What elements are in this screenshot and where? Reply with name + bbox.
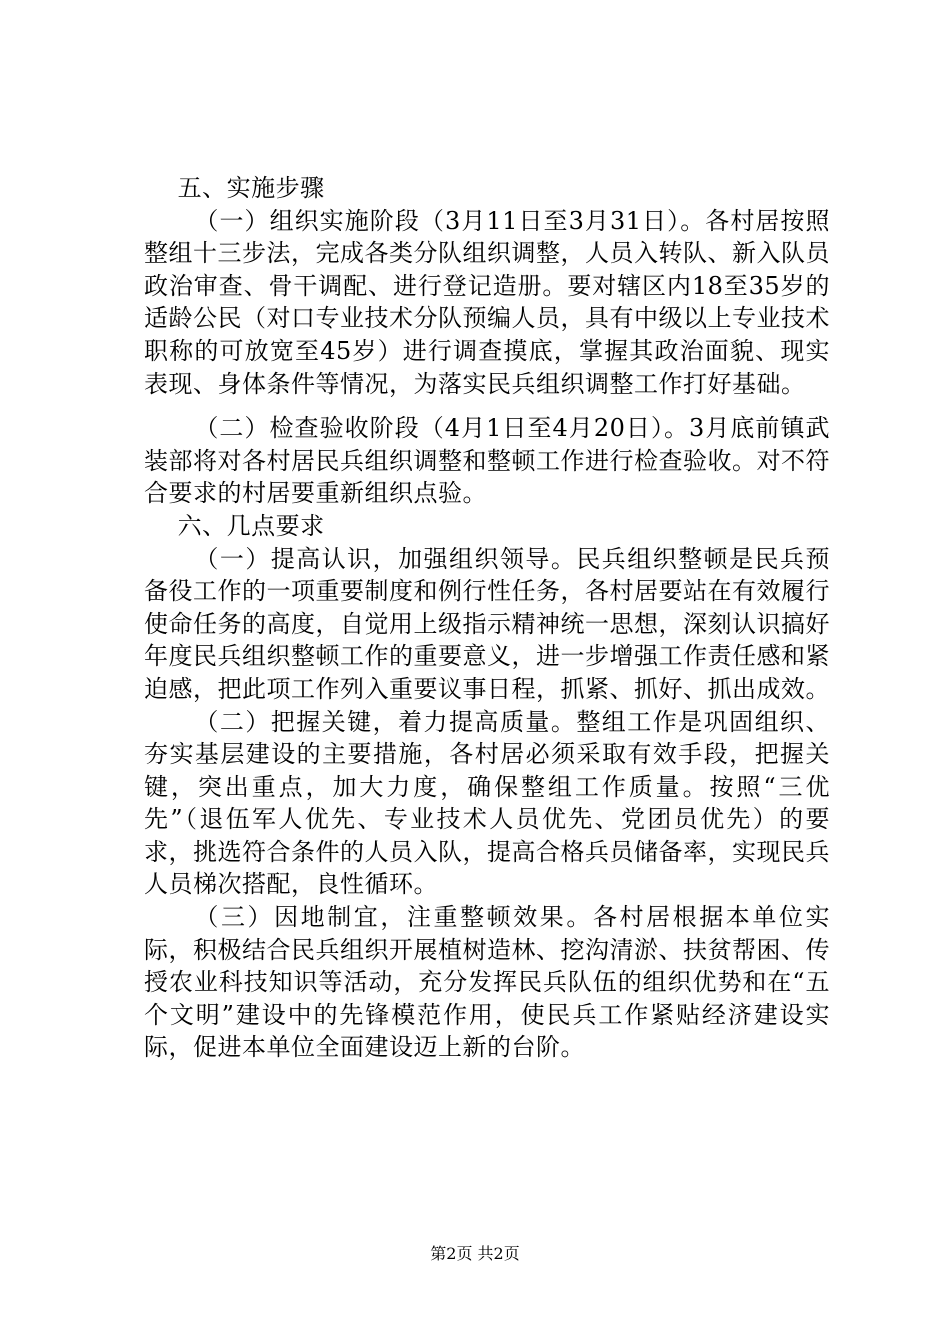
paragraph-requirement-quality: （二）把握关键，着力提高质量。整组工作是巩固组织、夯实基层建设的主要措施，各村居必须采取有效手段，把握关键，突出重点，加大力度，确保整组工作质量。按照“三优先”（退伍军人优先、专业技术人员优先、党团员优先）的要求，挑选符合条件的人员入队，提高合格兵员储备率，实现民兵人员梯次搭配，良性循环。: [144, 707, 830, 899]
document-body: [144, 172, 830, 1064]
paragraph-inspection-phase: （二）检查验收阶段（4月1日至4月20日）。3月底前镇武装部将对各村居民兵组织调整和整顿工作进行检查验收。对不符合要求的村居要重新组织点验。: [144, 414, 830, 508]
page-footer: 第2页 共2页: [430, 1244, 520, 1263]
section-heading-implementation-steps: 五、实施步骤: [177, 174, 325, 202]
paragraph-organization-phase: （一）组织实施阶段（3月11日至3月31日）。各村居按照整组十三步法，完成各类分队组织调整，人员入转队、新入队员政治审查、骨干调配、进行登记造册。要对辖区内18至35岁的适龄公民（对口专业技术分队预编人员，具有中级以上专业技术职称的可放宽至45岁）进行调查摸底，掌握其政治面貌、现实表现、身体条件等情况，为落实民兵组织调整工作打好基础。: [144, 206, 830, 398]
section-heading-requirements: 六、几点要求: [177, 511, 325, 540]
paragraph-requirement-awareness: （一）提高认识，加强组织领导。民兵组织整顿是民兵预备役工作的一项重要制度和例行性任务，各村居要站在有效履行使命任务的高度，自觉用上级指示精神统一思想，深刻认识搞好年度民兵组织整顿工作的重要意义，进一步增强工作责任感和紧迫感，把此项工作列入重要议事日程，抓紧、抓好、抓出成效。: [144, 544, 830, 703]
paragraph-requirement-effect: （三）因地制宜，注重整顿效果。各村居根据本单位实际，积极结合民兵组织开展植树造林、挖沟清淤、扶贫帮困、传授农业科技知识等活动，充分发挥民兵队伍的组织优势和在“五个文明”建设中的先锋模范作用，使民兵工作紧贴经济建设实际，促进本单位全面建设迈上新的台阶。: [144, 903, 830, 1062]
